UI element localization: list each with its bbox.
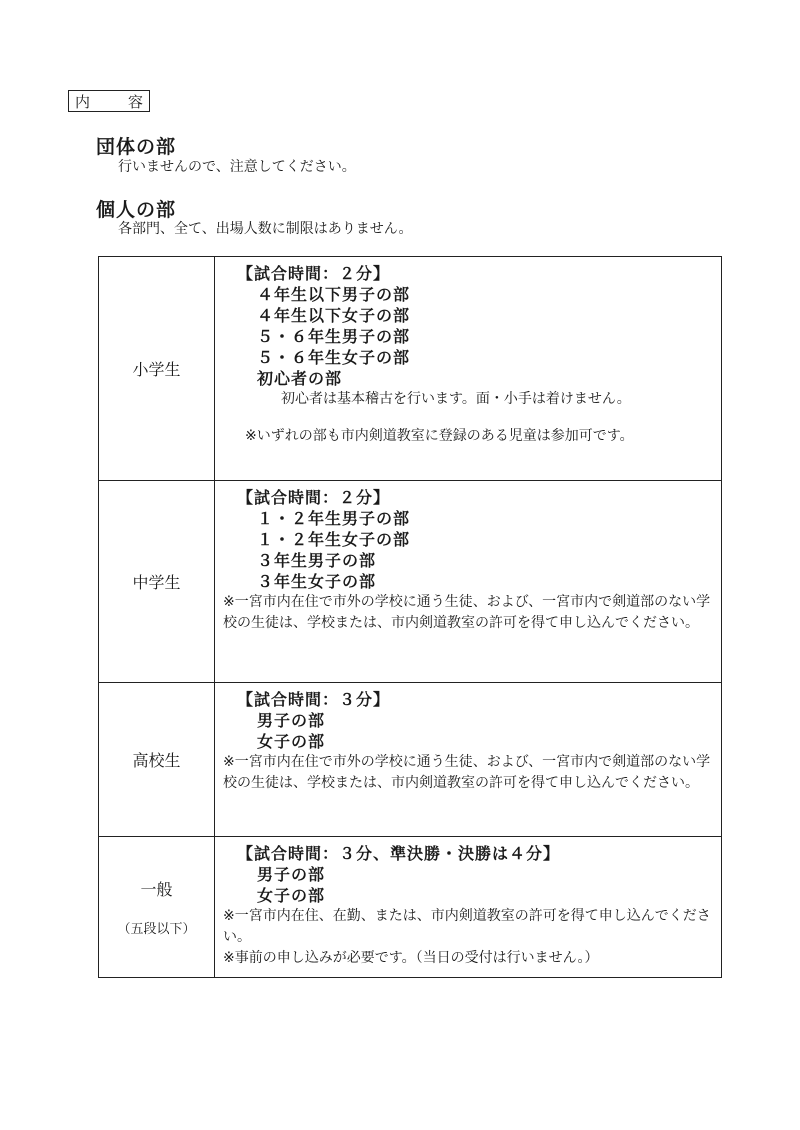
individual-text: 各部門、全て、出場人数に制限はありません。	[118, 221, 413, 237]
category-note: ※いずれの部も市内剣道教室に登録のある児童は参加可です。	[245, 428, 634, 444]
beginner-note: 初心者は基本稽古を行います。面・小手は着けません。	[281, 391, 631, 407]
division-list	[223, 284, 713, 389]
category-name	[99, 683, 215, 837]
individual-heading: 個人の部	[96, 199, 177, 221]
division-item: 初心者の部	[257, 369, 343, 388]
category-table	[98, 256, 722, 978]
category-subtext: （五段以下）	[117, 922, 196, 937]
category-name	[99, 837, 215, 978]
division-item: 女子の部	[257, 886, 326, 905]
division-item: ４年生以下女子の部	[257, 306, 411, 325]
category-info	[215, 837, 722, 978]
category-note: ※一宮市内在住、在勤、または、市内剣道教室の許可を得て申し込んでください。	[223, 908, 711, 945]
table-row-middle-school	[99, 481, 722, 683]
division-item: ５・６年生男子の部	[257, 327, 411, 346]
category-name-text: 一般	[140, 880, 173, 899]
division-item: ５・６年生女子の部	[257, 348, 411, 367]
section-label-box	[68, 90, 150, 112]
category-info	[215, 683, 722, 837]
section-label-left: 内	[75, 92, 91, 111]
division-item: ３年生女子の部	[257, 572, 377, 591]
division-item: １・２年生女子の部	[257, 530, 411, 549]
division-item: 男子の部	[257, 711, 326, 730]
category-name-text: 高校生	[132, 751, 181, 770]
division-item: 男子の部	[257, 865, 326, 884]
table-row-high-school	[99, 683, 722, 837]
match-time: 【試合時間：３分、準決勝・決勝は４分】	[237, 844, 561, 863]
category-note: ※一宮市内在住で市外の学校に通う生徒、および、一宮市内で剣道部のない学校の生徒は、学校または、市内剣道教室の許可を得て申し込んでください。	[223, 754, 711, 791]
category-name	[99, 257, 215, 481]
team-text: 行いませんので、注意してください。	[118, 159, 356, 175]
division-list	[223, 710, 713, 752]
category-name-text: 中学生	[132, 573, 181, 592]
category-name	[99, 481, 215, 683]
division-item: 女子の部	[257, 732, 326, 751]
match-time: 【試合時間：３分】	[237, 690, 391, 709]
section-label-right: 容	[127, 92, 143, 111]
division-item: １・２年生男子の部	[257, 509, 411, 528]
table-row-general	[99, 837, 722, 978]
division-list	[223, 864, 713, 906]
match-time: 【試合時間：２分】	[237, 488, 391, 507]
category-note-2: ※事前の申し込みが必要です。（当日の受付は行いません。）	[223, 950, 599, 966]
match-time: 【試合時間：２分】	[237, 264, 391, 283]
division-list	[223, 508, 713, 592]
table-row-elementary	[99, 257, 722, 481]
category-note: ※一宮市内在住で市外の学校に通う生徒、および、一宮市内で剣道部のない学校の生徒は、学校または、市内剣道教室の許可を得て申し込んでください。	[223, 594, 711, 631]
category-info	[215, 257, 722, 481]
division-item: ４年生以下男子の部	[257, 285, 411, 304]
team-heading: 団体の部	[96, 136, 177, 158]
category-name-text: 小学生	[132, 360, 181, 379]
category-info	[215, 481, 722, 683]
division-item: ３年生男子の部	[257, 551, 377, 570]
